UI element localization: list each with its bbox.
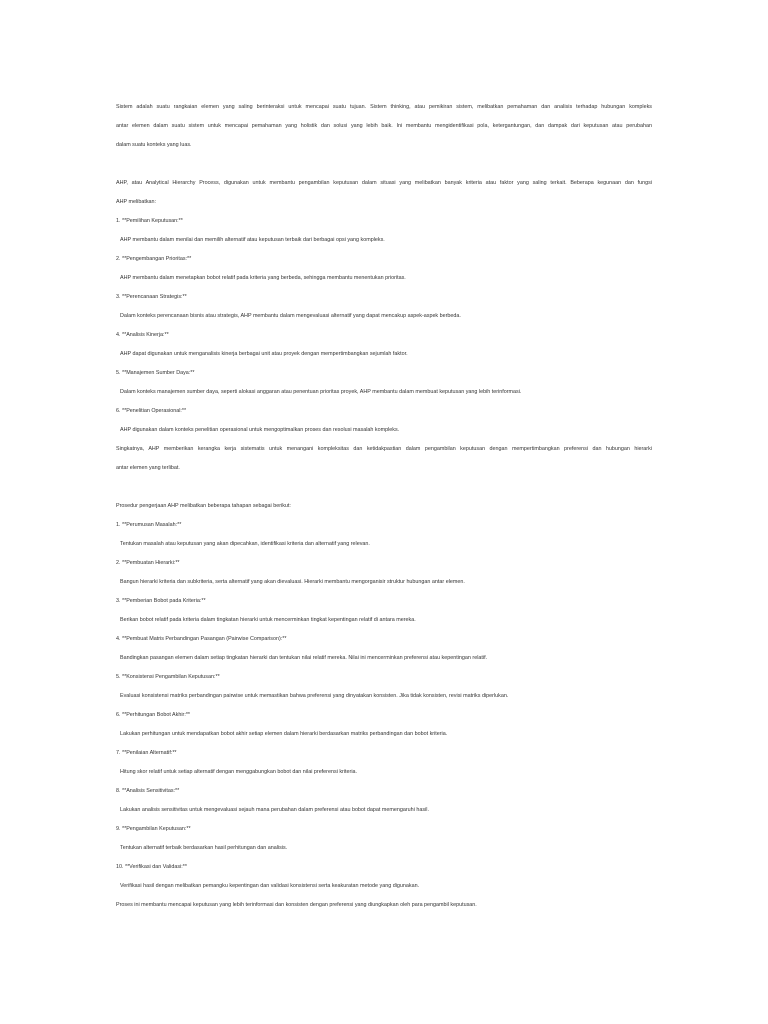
procedure-item-desc: Tentukan alternatif terbaik berdasarkan hasil perhitungan dan analisis.	[120, 845, 288, 851]
procedure-item-desc: Tentukan masalah atau keputusan yang akan dipecahkan, identifikasi kriteria dan alternatif yang relevan.	[120, 541, 370, 547]
procedure-item-desc: Berikan bobot relatif pada kriteria dalam tingkatan hierarki untuk mencerminkan tingkat kepentingan relatif di antara mereka.	[120, 617, 416, 623]
procedure-item-title: 2. **Pembuatan Hierarki:**	[116, 560, 180, 566]
procedure-item-title: 1. **Perumusan Masalah:**	[116, 522, 182, 528]
procedure-item-desc: Bandingkan pasangan elemen dalam setiap tingkatan hierarki dan tentukan nilai relatif mereka. Nilai ini mencerminkan preferensi atau kepentingan relatif.	[120, 655, 488, 661]
procedure-item-desc: Verifikasi hasil dengan melibatkan pemangku kepentingan dan validasi konsistensi serta keakuratan metode yang digunakan.	[120, 883, 420, 889]
procedure-item-title: 6. **Perhitungan Bobot Akhir:**	[116, 712, 191, 718]
procedure-intro: Prosedur pengerjaan AHP melibatkan beberapa tahapan sebagai berikut:	[116, 503, 291, 509]
procedure-item-desc: Bangun hierarki kriteria dan subkriteria, serta alternatif yang akan dievaluasi. Hierarki membantu mengorganisir struktur hubungan antar elemen.	[120, 579, 465, 585]
ahp-intro-line: AHP melibatkan:	[116, 199, 157, 205]
intro-line: dalam suatu konteks yang luas.	[116, 142, 192, 148]
procedure-item-title: 7. **Penilaian Alternatif:**	[116, 750, 177, 756]
ahp-summary-line: Singkatnya, AHP memberikan kerangka kerja sistematis untuk menangani kompleksitas dan ketidakpastian dalam pengambilan keputusan dengan mempertimbangkan preferensi dan hubungan hierarki	[116, 446, 652, 452]
intro-line: antar elemen dalam suatu sistem untuk mencapai pemahaman yang holistik dan solusi yang lebih baik. Ini membantu mengidentifikasi pola, ketergantungan, dan dampak dari keputusan atau perubahan	[116, 123, 652, 129]
procedure-item-desc: Lakukan analisis sensitivitas untuk mengevaluasi sejauh mana perubahan dalam preferensi atau bobot dapat memengaruhi hasil.	[120, 807, 429, 813]
ahp-item-title: 3. **Perencanaan Strategis:**	[116, 294, 187, 300]
procedure-item-title: 3. **Pemberian Bobot pada Kriteria:**	[116, 598, 206, 604]
ahp-item-title: 6. **Penelitian Operasional:**	[116, 408, 187, 414]
ahp-summary-line: antar elemen yang terlibat.	[116, 465, 180, 471]
ahp-item-desc: Dalam konteks manajemen sumber daya, seperti alokasi anggaran atau penentuan prioritas proyek, AHP membantu dalam membuat keputusan yang lebih terinformasi.	[120, 389, 522, 395]
ahp-intro-line: AHP, atau Analytical Hierarchy Process, digunakan untuk membantu pengambilan keputusan dalam situasi yang melibatkan banyak kriteria atau faktor yang saling terkait. Beberapa kegunaan dan fungsi	[116, 180, 652, 186]
intro-line: Sistem adalah suatu rangkaian elemen yang saling berinteraksi untuk mencapai suatu tujuan. Sistem thinking, atau pemikiran sistem, melibatkan pemahaman dan analisis terhadap hubungan kompleks	[116, 104, 652, 110]
procedure-item-title: 8. **Analisis Sensitivitas:**	[116, 788, 180, 794]
ahp-item-title: 5. **Manajemen Sumber Daya:**	[116, 370, 195, 376]
document-page	[116, 98, 652, 915]
ahp-item-desc: AHP digunakan dalam konteks penelitian operasional untuk mengoptimalkan proses dan resolusi masalah kompleks.	[120, 427, 400, 433]
ahp-item-desc: AHP membantu dalam menilai dan memilih alternatif atau keputusan terbaik dari berbagai opsi yang kompleks.	[120, 237, 385, 243]
procedure-item-title: 10. **Verifikasi dan Validasi:**	[116, 864, 187, 870]
ahp-item-title: 1. **Pemilihan Keputusan:**	[116, 218, 183, 224]
procedure-item-title: 5. **Konsistensi Pengambilan Keputusan:**	[116, 674, 220, 680]
procedure-closing: Proses ini membantu mencapai keputusan yang lebih terinformasi dan konsisten dengan preferensi yang diungkapkan oleh para pengambil keputusan.	[116, 902, 477, 908]
ahp-item-title: 2. **Pengembangan Prioritas:**	[116, 256, 192, 262]
procedure-item-desc: Evaluasi konsistensi matriks perbandingan pairwise untuk memastikan bahwa preferensi yang dinyatakan konsisten. Jika tidak konsisten, revisi matriks diperlukan.	[120, 693, 509, 699]
procedure-item-title: 9. **Pengambilan Keputusan:**	[116, 826, 191, 832]
procedure-item-desc: Hitung skor relatif untuk setiap alternatif dengan menggabungkan bobot dan nilai preferensi kriteria.	[120, 769, 358, 775]
ahp-item-desc: Dalam konteks perencanaan bisnis atau strategis, AHP membantu dalam mengevaluasi alternatif yang dapat mencakup aspek-aspek berbeda.	[120, 313, 461, 319]
procedure-item-title: 4. **Pembuat Matris Perbandingan Pasangan (Pairwise Comparison):**	[116, 636, 287, 642]
ahp-item-desc: AHP dapat digunakan untuk menganalisis kinerja berbagai unit atau proyek dengan mempertimbangkan sejumlah faktor.	[120, 351, 408, 357]
ahp-item-title: 4. **Analisis Kinerja:**	[116, 332, 169, 338]
procedure-item-desc: Lakukan perhitungan untuk mendapatkan bobot akhir setiap elemen dalam hierarki berdasarkan matriks perbandingan dan bobot kriteria.	[120, 731, 448, 737]
ahp-item-desc: AHP membantu dalam menetapkan bobot relatif pada kriteria yang berbeda, sehingga membantu menentukan prioritas.	[120, 275, 406, 281]
